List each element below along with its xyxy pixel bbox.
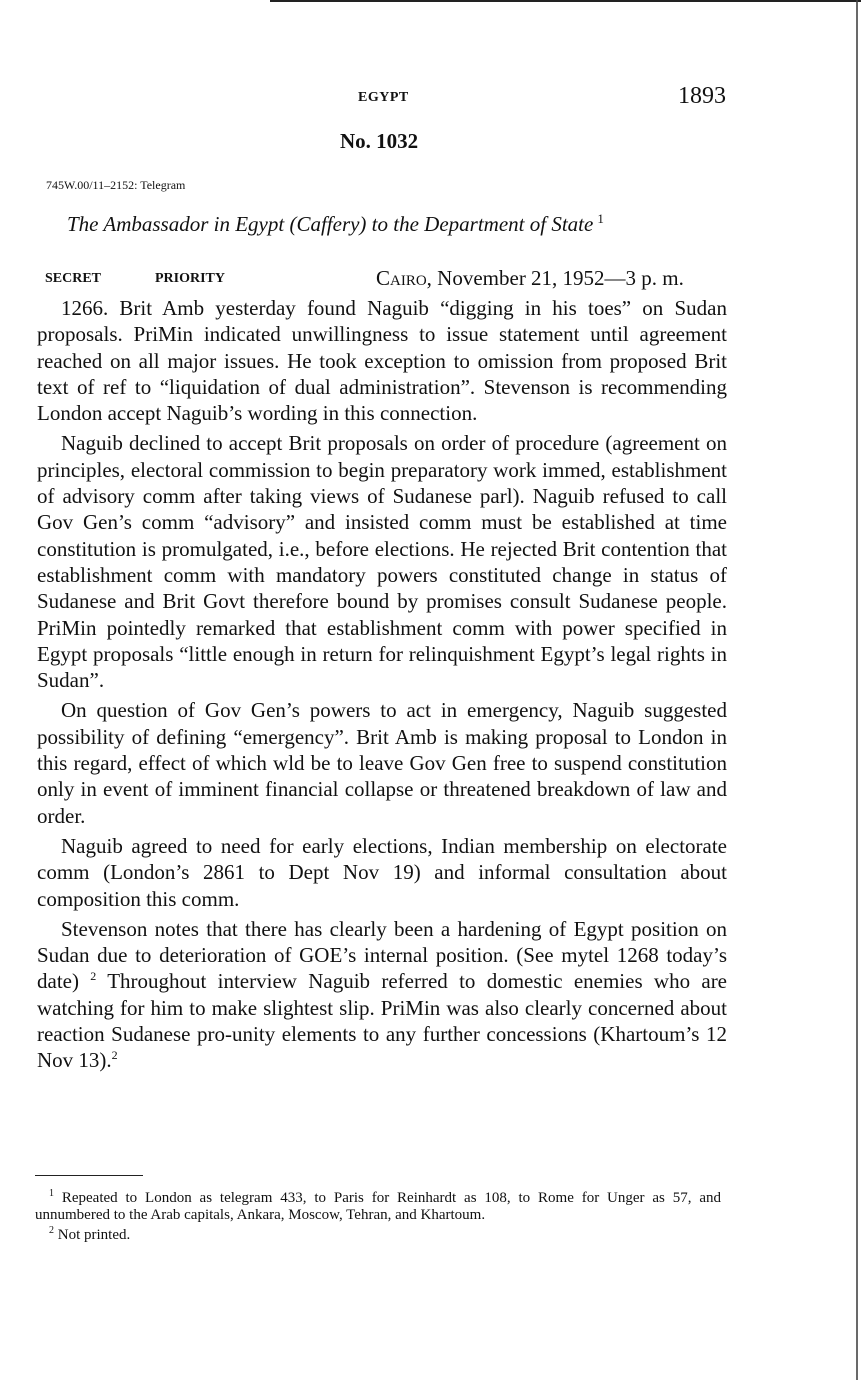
footnote-2 [35,1223,721,1244]
paragraph-3: On question of Gov Gen’s powers to act in emergency, Naguib suggested possibility of defining “emergency”. Brit Amb is making proposal to London in this regard, effect of which wld be to leave Gov Gen free to suspend constitution only in event of imminent financial collapse or threatened breakdown of law and order. [37,698,727,828]
document-title [67,211,604,237]
classification-label: SECRET [45,271,102,286]
dateline-place: Cairo [376,266,427,290]
footnote-ref-1: 1 [597,211,604,226]
dateline [376,266,684,291]
footnote-2-text: Not printed. [54,1227,131,1243]
running-head: EGYPT [358,90,409,105]
paragraph-1: 1266. Brit Amb yesterday found Naguib “digging in his toes” on Sudan proposals. PriMin indicated unwillingness to issue statement until agreement reached on all major issues. He took exception to omission from proposed Brit text of ref to “liquidation of dual administration”. Stevenson is recommending London accept Naguib’s wording in this connection. [37,296,727,426]
footnote-1-marker: 1 [49,1188,54,1199]
top-edge-rule [270,0,861,2]
footnote-1-text: Repeated to London as telegram 433, to Paris for Reinhardt as 108, to Rome for Unger as 57, and unnumbered to the Arab capitals, Ankara, Moscow, Tehran, and Khartoum. [35,1190,721,1223]
footnote-ref-2a: 2 [90,969,97,984]
footnotes [35,1186,721,1244]
telegram-body [37,295,727,1078]
priority-label: PRIORITY [155,271,226,286]
paragraph-5-part-2: Throughout interview Naguib referred to domestic enemies who are watching for him to make slightest slip. PriMin was also clearly concerned about reaction Sudanese pro-unity elements to any further concessions (Khartoum’s 12 Nov 13). [37,969,728,1073]
paragraph-5-part-1: Stevenson notes that there has clearly been a hardening of Egypt position on Sudan due to deterioration of GOE’s internal position. (See mytel 1268 today’s date) [37,916,727,994]
dateline-date: , November 21, 1952—3 p. m. [426,266,684,290]
footnote-1 [35,1186,721,1223]
footnote-2-marker: 2 [49,1225,54,1236]
footnote-ref-2b: 2 [111,1048,118,1063]
document-number: No. 1032 [340,129,419,153]
file-reference: 745W.00/11–2152: Telegram [46,178,186,192]
paragraph-4: Naguib agreed to need for early elections, Indian membership on electorate comm (London’s 2861 to Dept Nov 19) and informal consultation about composition this comm. [37,833,727,911]
page-edge-shadow [856,0,858,1380]
paragraph-5 [37,916,727,1074]
paragraph-2: Naguib declined to accept Brit proposals on order of procedure (agreement on principles, electoral commission to begin preparatory work immed, establishment of advisory comm after taking views of Sudanese parl). Naguib refused to call Gov Gen’s comm “advisory” and insisted comm must be established at time constitution is promulgated, i.e., before elections. He rejected Brit contention that establishment comm with mandatory powers constituted change in status of Sudanese and Brit Govt therefore bound by promises consult Sudanese people. PriMin pointedly remarked that establishment comm with power specified in Egypt proposals “little enough in return for relinquishment Egypt’s legal rights in Sudan”. [37,431,727,693]
page-number: 1893 [678,83,726,109]
footnote-divider [35,1175,143,1176]
document-title-text: The Ambassador in Egypt (Caffery) to the Department of State [67,212,594,236]
